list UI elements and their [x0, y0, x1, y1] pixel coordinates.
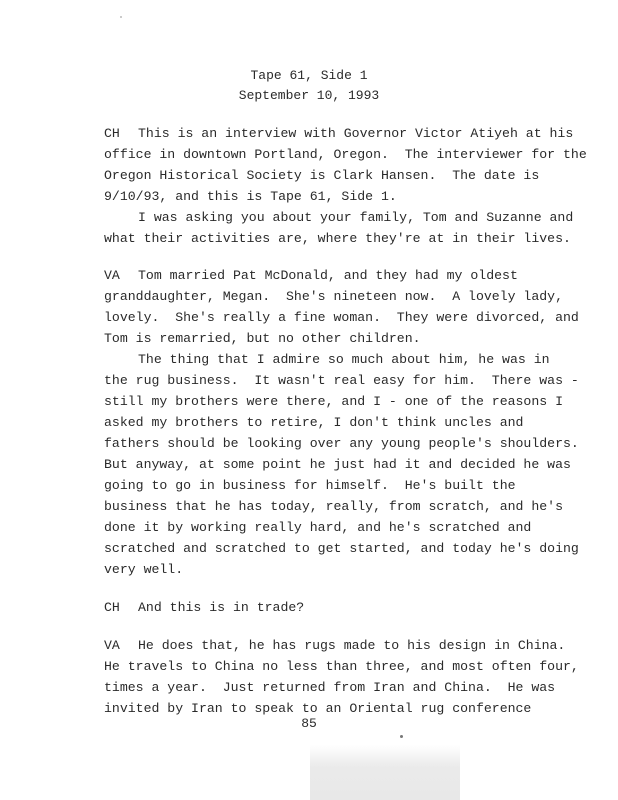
transcript-line: [104, 371, 579, 391]
line-text: lovely. She's really a fine woman. They were divorced, and: [104, 310, 579, 325]
line-text: granddaughter, Megan. She's nineteen now. A lovely lady,: [104, 289, 563, 304]
line-text: the rug business. It wasn't real easy for him. There was -: [104, 373, 579, 388]
transcript-line: [104, 636, 564, 656]
transcript-line: [104, 434, 579, 454]
line-text: invited by Iran to speak to an Oriental rug conference: [104, 701, 532, 716]
transcript-line: [104, 208, 574, 228]
line-text: Tom is remarried, but no other children.: [104, 331, 421, 346]
line-text: what their activities are, where they're at in their lives.: [104, 231, 571, 246]
scan-shadow: [310, 745, 460, 800]
line-text: But anyway, at some point he just had it and decided he was: [104, 457, 571, 472]
line-text: He does that, he has rugs made to his design in China.: [138, 638, 566, 653]
transcript-line: [104, 657, 579, 677]
line-text: And this is in trade?: [138, 600, 305, 615]
transcript-line: [104, 476, 564, 496]
line-text: fathers should be looking over any young people's shoulders.: [104, 436, 579, 451]
transcript-line: [104, 539, 579, 559]
line-text: business that he has today, really, from scratch, and he's: [104, 499, 563, 514]
transcript-line: [104, 350, 564, 370]
speaker-label: VA: [104, 638, 120, 653]
line-text: going to go in business for himself. He's built the: [104, 478, 516, 493]
transcript-line: [104, 166, 564, 186]
transcript-line: [104, 187, 564, 207]
transcript-line: [104, 124, 574, 144]
transcript-line: [104, 455, 571, 475]
transcript-line: [104, 145, 587, 165]
transcript-line: [104, 392, 564, 412]
transcript-line: [104, 518, 564, 538]
page-number: 85: [301, 716, 317, 731]
speaker-label: CH: [104, 126, 120, 141]
transcript-line: [104, 287, 564, 307]
transcript-line: [104, 560, 564, 580]
tape-heading: Tape 61, Side 1: [250, 68, 368, 83]
transcript-line: [104, 678, 564, 698]
line-text: I was asking you about your family, Tom and Suzanne and: [138, 210, 574, 225]
line-text: Tom married Pat McDonald, and they had my oldest: [138, 268, 518, 283]
transcript-line: [104, 266, 564, 286]
scan-speck: [120, 16, 122, 18]
line-text: This is an interview with Governor Victor Atiyeh at his: [138, 126, 574, 141]
line-text: Oregon Historical Society is Clark Hansen. The date is: [104, 168, 540, 183]
transcript-line: [104, 308, 579, 328]
line-text: asked my brothers to retire, I don't think uncles and: [104, 415, 524, 430]
scan-speck: [400, 735, 403, 738]
line-text: very well.: [104, 562, 184, 577]
transcript-line: [104, 229, 571, 249]
transcript-line: [104, 413, 564, 433]
speaker-label: VA: [104, 268, 120, 283]
line-text: still my brothers were there, and I - one of the reasons I: [104, 394, 563, 409]
line-text: The thing that I admire so much about him, he was in: [138, 352, 550, 367]
transcript-line: [104, 598, 564, 618]
speaker-label: CH: [104, 600, 120, 615]
date-heading: September 10, 1993: [238, 88, 380, 103]
transcript-line: [104, 329, 564, 349]
line-text: office in downtown Portland, Oregon. The interviewer for the: [104, 147, 587, 162]
line-text: times a year. Just returned from Iran and China. He was: [104, 680, 556, 695]
line-text: 9/10/93, and this is Tape 61, Side 1.: [104, 189, 397, 204]
transcript-line: [104, 497, 564, 517]
line-text: He travels to China no less than three, and most often four,: [104, 659, 579, 674]
line-text: done it by working really hard, and he's scratched and: [104, 520, 532, 535]
line-text: scratched and scratched to get started, and today he's doing: [104, 541, 579, 556]
